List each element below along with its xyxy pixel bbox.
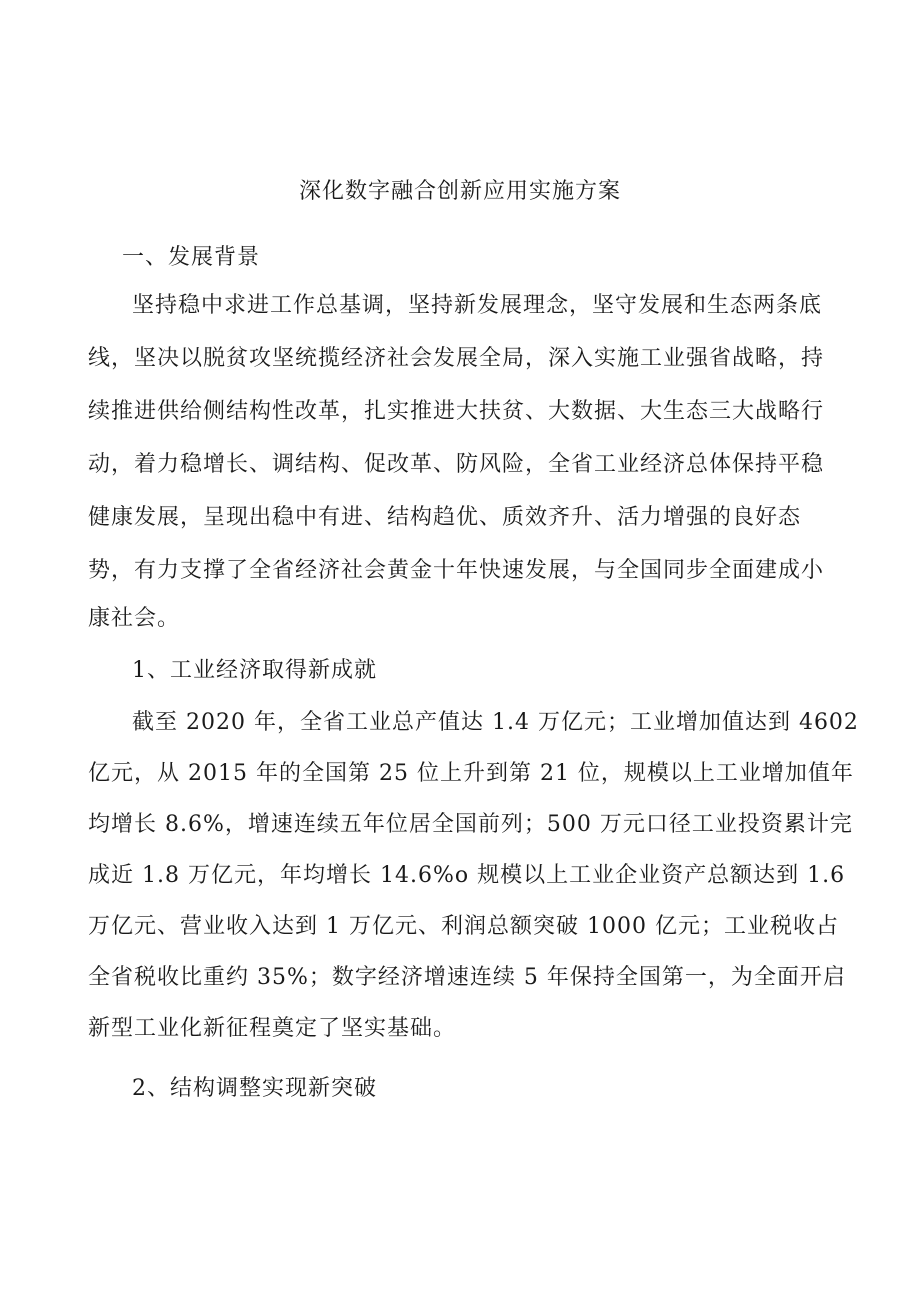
paragraph-line: 成近 1.8 万亿元，年均增长 14.6%o 规模以上工业企业资产总额达到 1.6 [88,863,846,888]
paragraph-line: 全省税收比重约 35%；数字经济增速连续 5 年保持全国第一，为全面开启 [88,965,846,990]
paragraph-line: 新型工业化新征程奠定了坚实基础。 [88,1016,457,1041]
paragraph-line: 线，坚决以脱贫攻坚统揽经济社会发展全局，深入实施工业强省战略，持 [88,346,825,371]
paragraph-line: 亿元，从 2015 年的全国第 25 位上升到第 21 位，规模以上工业增加值年 [88,761,854,786]
paragraph-line: 万亿元、营业收入达到 1 万亿元、利润总额突破 1000 亿元；工业税收占 [88,914,839,939]
paragraph-line: 动，着力稳增长、调结构、促改革、防风险，全省工业经济总体保持平稳 [88,452,825,477]
paragraph-line: 康社会。 [88,606,181,631]
paragraph-line: 均增长 8.6%，增速连续五年位居全国前列；500 万元口径工业投资累计完 [88,812,853,837]
paragraph-line: 势，有力支撑了全省经济社会黄金十年快速发展，与全国同步全面建成小 [88,558,825,583]
subheading-industrial-economy: 1、工业经济取得新成就 [132,658,377,683]
paragraph-line: 截至 2020 年，全省工业总产值达 1.4 万亿元；工业增加值达到 4602 [132,710,859,735]
paragraph-line: 健康发展，呈现出稳中有进、结构趋优、质效齐升、活力增强的良好态 [88,505,802,530]
paragraph-line: 坚持稳中求进工作总基调，坚持新发展理念，坚守发展和生态两条底 [132,293,823,318]
document-title: 深化数字融合创新应用实施方案 [298,179,621,204]
section-heading-development-background: 一、发展背景 [122,245,261,270]
subheading-structural-adjustment: 2、结构调整实现新突破 [132,1076,377,1101]
paragraph-line: 续推进供给侧结构性改革，扎实推进大扶贫、大数据、大生态三大战略行 [88,399,825,424]
